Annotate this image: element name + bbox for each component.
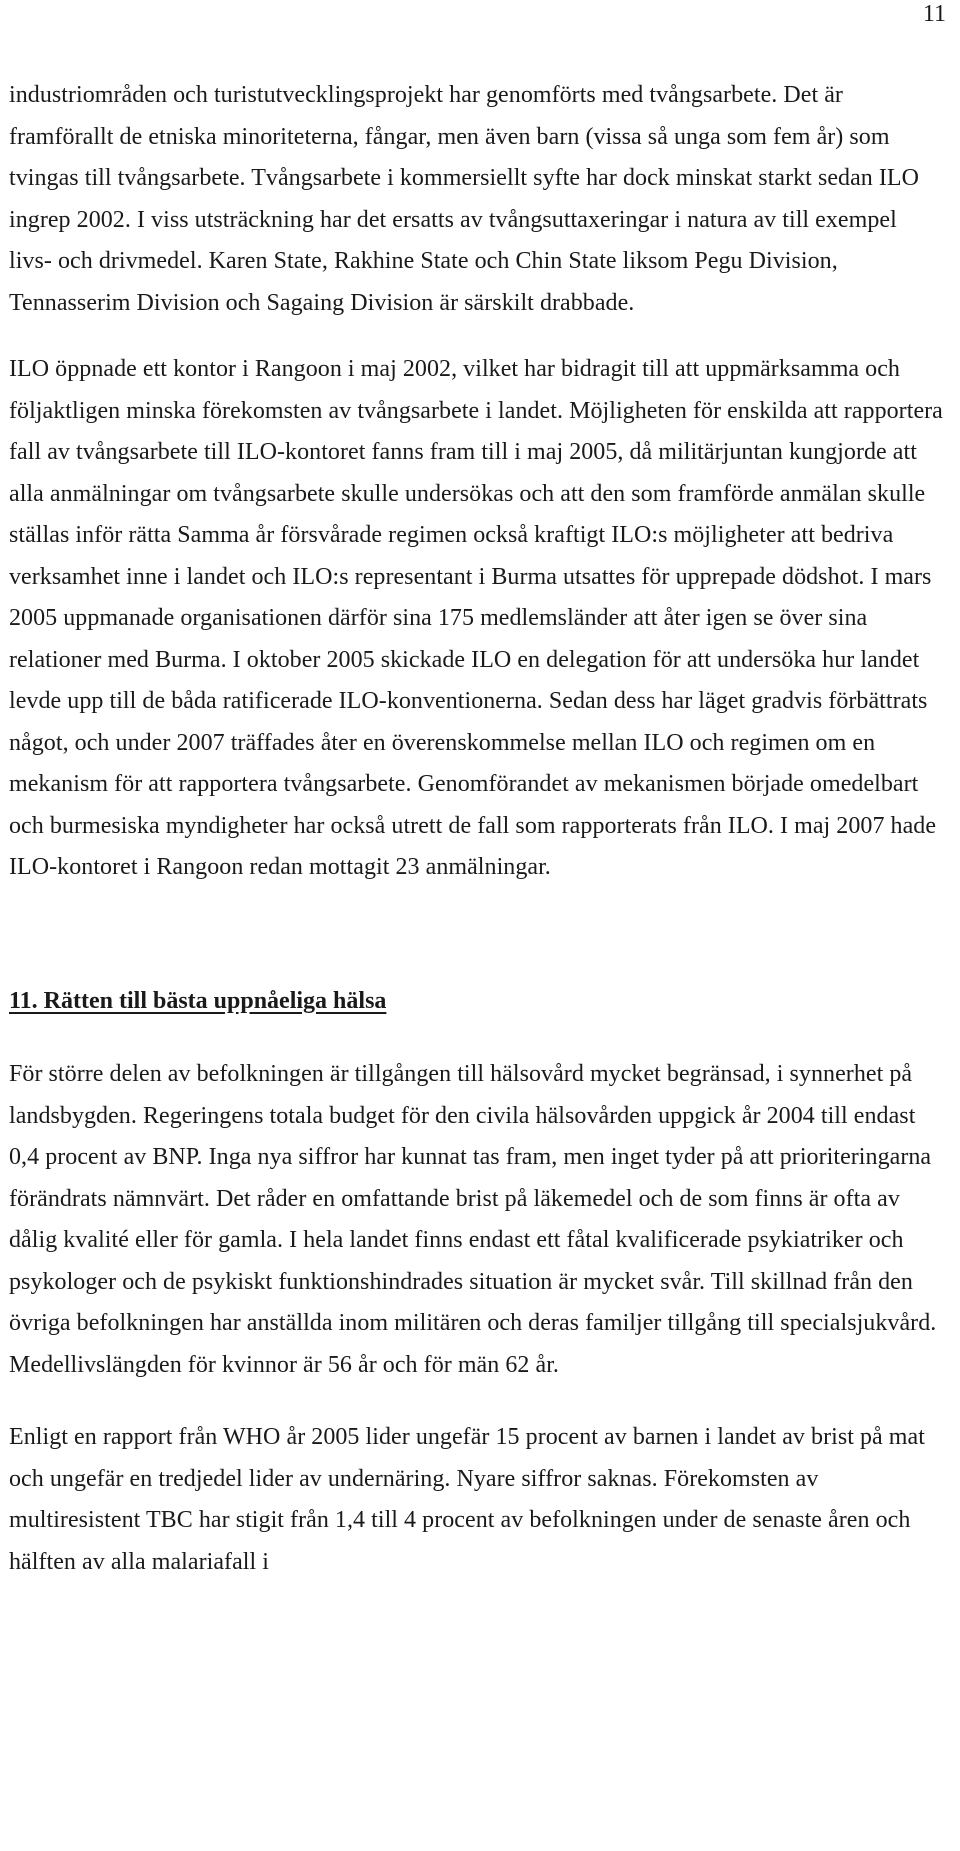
paragraph-healthcare: För större delen av befolkningen är tillgången till hälsovård mycket begränsad, i synnerhet på landsbygden. Regeringens totala budget för den civila hälsovården uppgick år 2004 till endast 0,4 procent av BNP. Inga nya siffror har kunnat tas fram, men inget tyder på att prioriteringarna förändrats nämnvärt. Det råder en omfattande brist på läkemedel och de som finns är ofta av dålig kvalité eller för gamla. I hela landet finns endast ett fåtal kvalificerade psykiatriker och psykologer och de psykiskt funktionshindrades situation är mycket svår. Till skillnad från den övriga befolkningen har anställda inom militären och deras familjer tillgång till specialsjukvård. Medellivslängden för kvinnor är 56 år och för män 62 år.	[9, 1061, 937, 1378]
paragraph-who-report: Enligt en rapport från WHO år 2005 lider ungefär 15 procent av barnen i landet av brist på mat och ungefär en tredjedel lider av undernäring. Nyare siffror saknas. Förekomsten av multiresistent TBC har stigit från 1,4 till 4 procent av befolkningen under de senaste åren och hälften av alla malariafall i	[9, 1424, 925, 1575]
document-body	[9, 75, 945, 1583]
paragraph-forced-labour: industriområden och turistutvecklingsprojekt har genomförts med tvångsarbete. Det är framförallt de etniska minoriteterna, fångar, men även barn (vissa så unga som fem år) som tvingas till tvångsarbete. Tvångsarbete i kommersiellt syfte har dock minskat starkt sedan ILO ingrep 2002. I viss utsträckning har det ersatts av tvångsuttaxeringar i natura av till exempel livs- och drivmedel. Karen State, Rakhine State och Chin State liksom Pegu Division, Tennasserim Division och Sagaing Division är särskilt drabbade.	[9, 82, 920, 316]
page-number: 11	[922, 1, 946, 27]
paragraph-ilo-office: ILO öppnade ett kontor i Rangoon i maj 2002, vilket har bidragit till att uppmärksamma och följaktligen minska förekomsten av tvångsarbete i landet. Möjligheten för enskilda att rapportera fall av tvångsarbete till ILO-kontoret fanns fram till i maj 2005, då militärjuntan kungjorde att alla anmälningar om tvångsarbete skulle undersökas och att den som framförde anmälan skulle ställas inför rätta Samma år försvårade regimen också kraftigt ILO:s möjligheter att bedriva verksamhet inne i landet och ILO:s representant i Burma utsattes för upprepade dödshot. I mars 2005 uppmanade organisationen därför sina 175 medlemsländer att åter igen se över sina relationer med Burma. I oktober 2005 skickade ILO en delegation för att undersöka hur landet levde upp till de båda ratificerade ILO-konventionerna. Sedan dess har läget gradvis förbättrats något, och under 2007 träffades åter en överenskommelse mellan ILO och regimen om en mekanism för att rapportera tvångsarbete. Genomförandet av mekanismen började omedelbart och burmesiska myndigheter har också utrett de fall som rapporterats från ILO. I maj 2007 hade ILO-kontoret i Rangoon redan mottagit 23 anmälningar.	[9, 356, 943, 880]
section-heading-health: 11. Rätten till bästa uppnåeliga hälsa	[9, 987, 387, 1014]
